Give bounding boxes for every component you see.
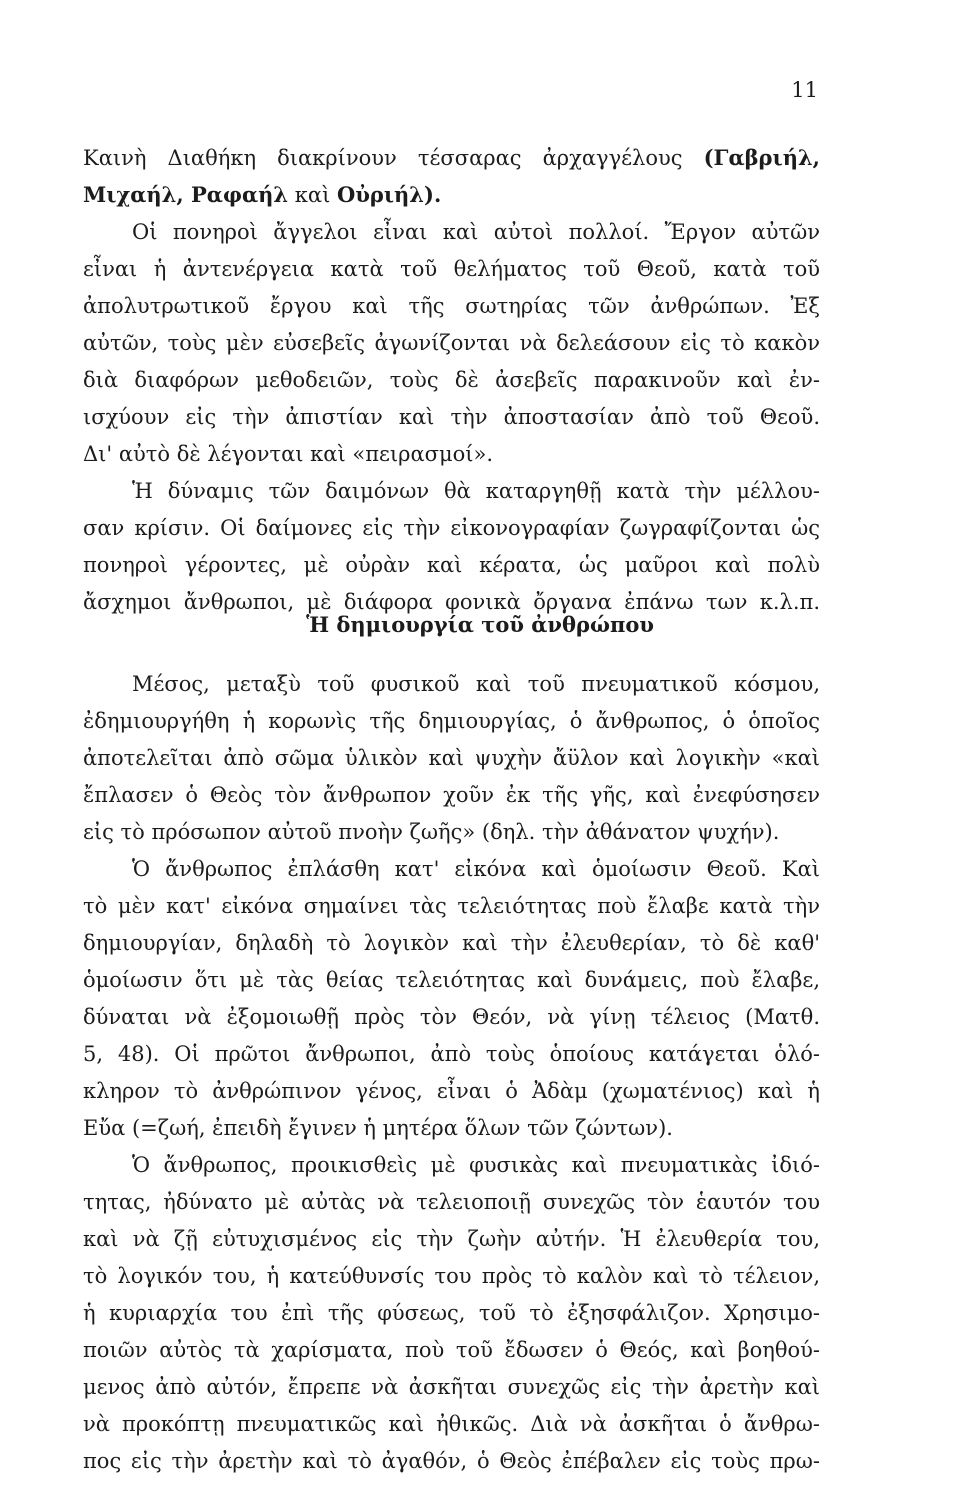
section-heading: Ἡ δημιουργία τοῦ ἀνθρώπου bbox=[306, 612, 654, 637]
text-line: τὸ λογικόν του, ἡ κατεύθυνσίς του πρὸς τὸ καλὸν καὶ τὸ τέλειον, bbox=[83, 1264, 820, 1288]
text-line: Εὔα (=ζωή, ἐπειδὴ ἔγινεν ἡ μητέρα ὅλων τῶν ζώντων). bbox=[83, 1116, 673, 1140]
text-line: Ὁ ἄνθρωπος ἐπλάσθη κατ' εἰκόνα καὶ ὁμοίωσιν Θεοῦ. Καὶ bbox=[132, 857, 820, 881]
text-line: ισχύουν εἰς τὴν ἀπιστίαν καὶ τὴν ἀποστασίαν ἀπὸ τοῦ Θεοῦ. bbox=[83, 405, 820, 429]
text-line: Μέσος, μεταξὺ τοῦ φυσικοῦ καὶ τοῦ πνευματικοῦ κόσμου, bbox=[132, 672, 820, 696]
text-line: ἡ κυριαρχία του ἐπὶ τῆς φύσεως, τοῦ τὸ ἐξησφάλιζον. Χρησιμο- bbox=[83, 1301, 820, 1325]
text-line: σαν κρίσιν. Οἱ δαίμονες εἰς τὴν εἰκονογραφίαν ζωγραφίζονται ὡς bbox=[83, 516, 820, 540]
text-line: διὰ διαφόρων μεθοδειῶν, τοὺς δὲ ἀσεβεῖς παρακινοῦν καὶ ἐν- bbox=[83, 368, 820, 392]
text-line: αὐτῶν, τοὺς μὲν εὐσεβεῖς ἀγωνίζονται νὰ δελεάσουν εἰς τὸ κακὸν bbox=[83, 331, 820, 355]
text-line: δημιουργίαν, δηλαδὴ τὸ λογικὸν καὶ τὴν ἐλευθερίαν, τὸ δὲ καθ' bbox=[83, 931, 820, 955]
text-line: Οἱ πονηροὶ ἄγγελοι εἶναι καὶ αὐτοὶ πολλοί. Ἔργον αὐτῶν bbox=[132, 220, 820, 244]
text-line: ἄσχημοι ἄνθρωποι, μὲ διάφορα φονικὰ ὄργανα ἐπάνω των κ.λ.π. bbox=[83, 590, 820, 614]
text-line: ἀπολυτρωτικοῦ ἔργου καὶ τῆς σωτηρίας τῶν ἀνθρώπων. Ἐξ bbox=[83, 294, 820, 318]
text-line: ἀποτελεῖται ἀπὸ σῶμα ὑλικὸν καὶ ψυχὴν ἄϋλον καὶ λογικὴν «καὶ bbox=[83, 746, 820, 770]
text-line: ἔπλασεν ὁ Θεὸς τὸν ἄνθρωπον χοῦν ἐκ τῆς γῆς, καὶ ἐνεφύσησεν bbox=[83, 783, 820, 807]
text-line: τητας, ἠδύνατο μὲ αὐτὰς νὰ τελειοποιῇ συνεχῶς τὸν ἑαυτόν του bbox=[83, 1190, 820, 1214]
page-number: 11 bbox=[791, 78, 818, 102]
text-line: Ὁ ἄνθρωπος, προικισθεὶς μὲ φυσικὰς καὶ πνευματικὰς ἰδιό- bbox=[132, 1153, 820, 1177]
text-line: Ἡ δύναμις τῶν δαιμόνων θὰ καταργηθῇ κατὰ τὴν μέλλου- bbox=[132, 479, 820, 503]
text-line: πος εἰς τὴν ἀρετὴν καὶ τὸ ἀγαθόν, ὁ Θεὸς ἐπέβαλεν εἰς τοὺς πρω- bbox=[83, 1449, 820, 1473]
text-line: ποιῶν αὐτὸς τὰ χαρίσματα, ποὺ τοῦ ἔδωσεν ὁ Θεός, καὶ βοηθού- bbox=[83, 1338, 820, 1362]
text-line: δύναται νὰ ἐξομοιωθῇ πρὸς τὸν Θεόν, νὰ γίνῃ τέλειος (Ματθ. bbox=[83, 1005, 820, 1029]
text-line: εἶναι ἡ ἀντενέργεια κατὰ τοῦ θελήματος τοῦ Θεοῦ, κατὰ τοῦ bbox=[83, 257, 820, 281]
text-line: Δι' αὐτὸ δὲ λέγονται καὶ «πειρασμοί». bbox=[83, 442, 494, 466]
text-line: πονηροὶ γέροντες, μὲ οὐρὰν καὶ κέρατα, ὡς μαῦροι καὶ πολὺ bbox=[83, 553, 820, 577]
text-line: ὁμοίωσιν ὅτι μὲ τὰς θείας τελειότητας καὶ δυνάμεις, ποὺ ἔλαβε, bbox=[83, 968, 820, 992]
text-line: καὶ νὰ ζῇ εὐτυχισμένος εἰς τὴν ζωὴν αὐτήν. Ἡ ἐλευθερία του, bbox=[83, 1227, 820, 1251]
text-line: ἐδημιουργήθη ἡ κορωνὶς τῆς δημιουργίας, ὁ ἄνθρωπος, ὁ ὁποῖος bbox=[83, 709, 820, 733]
text-line: μενος ἀπὸ αὐτόν, ἔπρεπε νὰ ἀσκῆται συνεχῶς εἰς τὴν ἀρετὴν καὶ bbox=[83, 1375, 820, 1399]
text-line: εἰς τὸ πρόσωπον αὐτοῦ πνοὴν ζωῆς» (δηλ. τὴν ἀθάνατον ψυχήν). bbox=[83, 820, 780, 844]
text-line: 5, 48). Οἱ πρῶτοι ἄνθρωποι, ἀπὸ τοὺς ὁποίους κατάγεται ὁλό- bbox=[83, 1042, 820, 1066]
text-line: Μιχαήλ, Ραφαήλ καὶ Οὐριήλ). bbox=[83, 182, 442, 207]
text-line: τὸ μὲν κατ' εἰκόνα σημαίνει τὰς τελειότητας ποὺ ἔλαβε κατὰ τὴν bbox=[83, 894, 820, 918]
text-line: νὰ προκόπτῃ πνευματικῶς καὶ ἠθικῶς. Διὰ νὰ ἀσκῆται ὁ ἄνθρω- bbox=[83, 1412, 820, 1436]
text-line: κληρον τὸ ἀνθρώπινον γένος, εἶναι ὁ Ἀδὰμ (χωματένιος) καὶ ἡ bbox=[83, 1079, 820, 1103]
text-line: Καινὴ Διαθήκη διακρίνουν τέσσαρας ἀρχαγγέλους (Γαβριήλ, bbox=[83, 145, 820, 170]
